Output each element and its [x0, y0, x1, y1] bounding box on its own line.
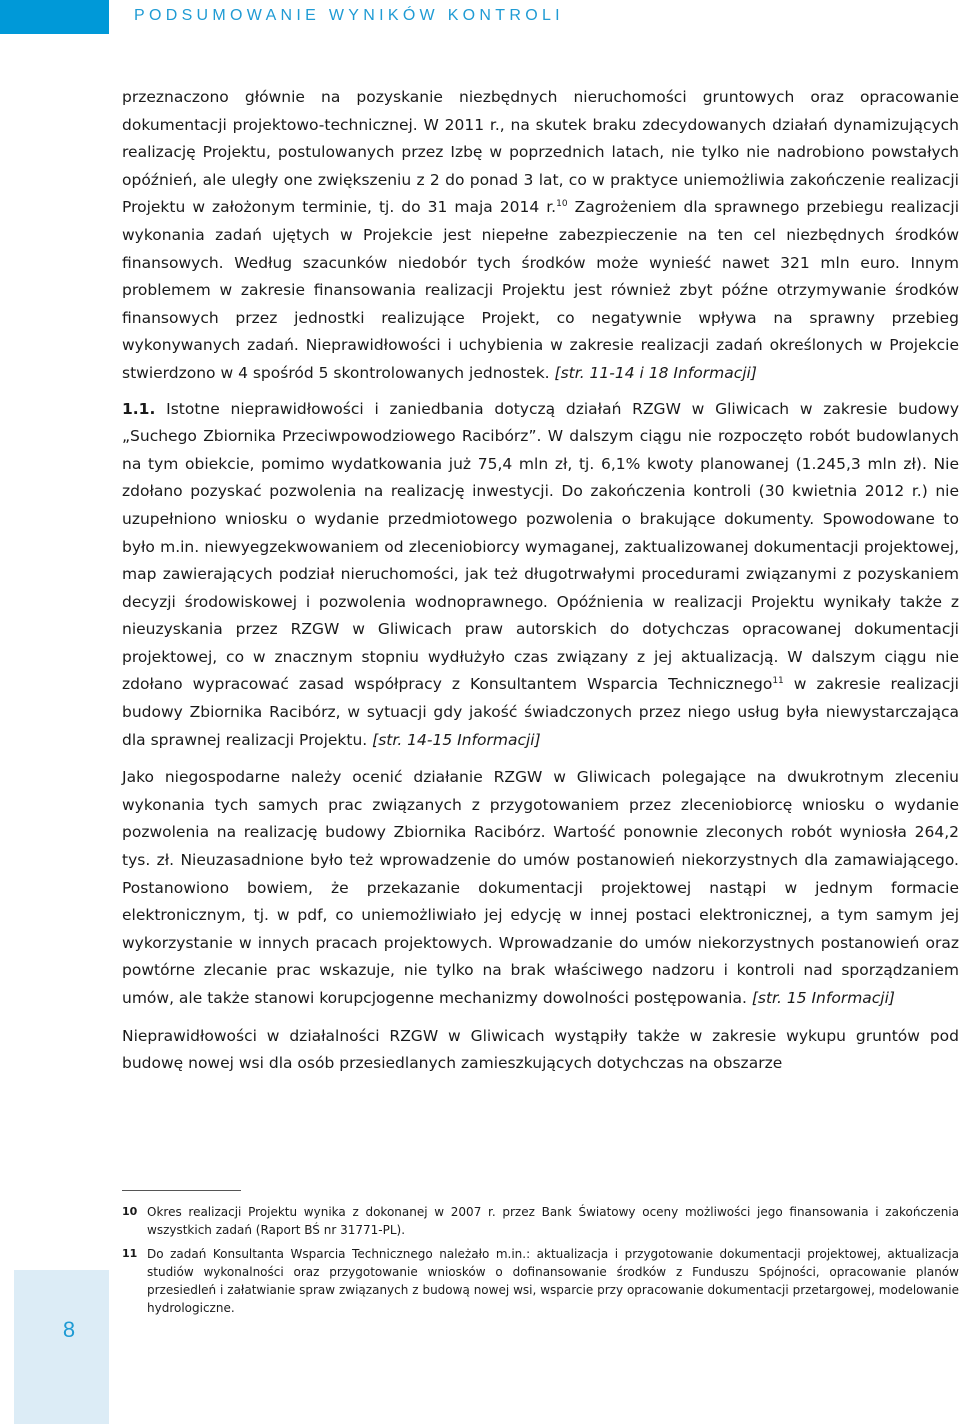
main-text — [122, 84, 959, 1078]
info-reference: [str. 14-15 Informacji] — [372, 730, 541, 749]
page-number-box — [14, 1270, 109, 1424]
section-number: 1.1. — [122, 399, 156, 418]
footnote-number: 10 — [122, 1205, 138, 1218]
footnote-divider — [122, 1190, 241, 1191]
footnote-10 — [122, 1203, 959, 1239]
footnote-text: Do zadań Konsultanta Wsparcia Technicznego należało m.in.: aktualizacja i przygotowanie dokumentacji projektowej, aktualizacja studiów wykonalności oraz przygotowanie wniosków o dofinansowanie środków z Funduszu Spójności, opracowanie planów przesiedleń i załatwianie spraw związanych z budową nowej wsi, wsparcie przy opracowanie dokumentacji przetargowej, modelowanie hydrologiczne. — [147, 1247, 959, 1315]
footnote-ref-10[interactable]: 10 — [556, 199, 568, 210]
paragraph-3: Jako niegospodarne należy ocenić działanie RZGW w Gliwicach polegające na dwukrotnym zleceniu wykonania tych samych prac związanych z przygotowaniem przez zleceniobiorcę wniosku o wydanie pozwolenia na realizację budowy Zbiornika Racibórz. Wartość ponownie zleconych robót wyniosła 264,2 tys. zł. Nieuzasadnione było też wprowadzenie do umów postanowień niekorzystnych dla zamawiającego. Postanowiono bowiem, że przekazanie dokumentacji projektowej nastąpi w jednym formacie elektronicznym, tj. w pdf, co uniemożliwiało jej edycję w innej postaci elektronicznej, a tym samym jej wykorzystanie w innych pracach projektowych. Wprowadzanie do umów niekorzystnych postanowień oraz powtórne zlecanie prac wskazuje, nie tylko na brak właściwego nadzoru i kontroli nad sporządzaniem umów, ale także stanowi korupcjogenne mechanizmy dowolności postępowania. [str. 15 Informacji] — [122, 768, 959, 1007]
running-header: PODSUMOWANIE WYNIKÓW KONTROLI — [134, 7, 564, 24]
paragraph-1: przeznaczono głównie na pozyskanie niezbędnych nieruchomości gruntowych oraz opracowanie dokumentacji projektowo-technicznej. W 2011 r., na skutek braku zdecydowanych działań dynamizujących realizację Projektu, postulowanych przez Izbę w poprzednich latach, nie tylko nie nadrobiono powstałych opóźnień, ale uległy one zwiększeniu z 2 do ponad 3 lat, co w praktyce uniemożliwia zakończenie realizacji Projektu w założonym terminie, tj. do 31 maja 2014 r.$^{10}$ Zagrożeniem dla sprawnego przebiegu realizacji wykonania zadań ujętych w Projekcie jest niepełne zabezpieczenie na ten cel niezbędnych środków finansowych. Według szacunków niedobór tych środków może wynieść nawet 321 mln euro. Innym problemem w zakresie finansowania realizacji Projektu jest również zbyt późne otrzymywanie środków finansowych przez jednostki realizujące Projekt, co negatywnie wpływa na sprawny przebieg wykonywanych zadań. Nieprawidłowości i uchybienia w zakresie realizacji zadań określonych w Projekcie stwierdzono w 4 spośród 5 skontrolowanych jednostek. [str. 11-14 i 18 Informacji] — [122, 88, 960, 382]
paragraph-4: Nieprawidłowości w działalności RZGW w Gliwicach wystąpiły także w zakresie wykupu gruntów pod budowę nowej wsi dla osób przesiedlanych zamieszkujących dotychczas na obszarze — [122, 1026, 959, 1073]
footnotes — [122, 1203, 959, 1323]
paragraph-1-1: 1.1. Istotne nieprawidłowości i zaniedbania dotyczą działań RZGW w Gliwicach w zakresie budowy „Suchego Zbiornika Przeciwpowodziowego Racibórz”. W dalszym ciągu nie rozpoczęto robót budowlanych na tym obiekcie, pomimo wydatkowania już 75,4 mln zł, tj. 6,1% kwoty planowanej (1.245,3 mln zł). Nie zdołano pozyskać pozwolenia na realizację inwestycji. Do zakończenia kontroli (30 kwietnia 2012 r.) nie uzupełniono wniosku o wydanie przedmiotowego pozwolenia o brakujące dokumenty. Spowodowane to było m.in. niewyegzekwowaniem od zleceniobiorcy wymaganej, zaktualizowanej dokumentacji projektowej, map zawierających podział nieruchomości, jak też długotrwałymi procedurami związanymi z pozyskaniem decyzji środowiskowej i pozwolenia wodnoprawnego. Opóźnienia w realizacji Projektu wynikały także z nieuzyskania przez RZGW w Gliwicach praw autorskich do dotychczas opracowanej dokumentacji projektowej, co w znacznym stopniu wydłużyło czas związany z jej aktualizacją. W dalszym ciągu nie zdołano wypracować zasad współpracy z Konsultantem Wsparcia Technicznego$^{11}$ w zakresie realizacji budowy Zbiornika Racibórz, w sytuacji gdy jakość świadczonych przez niego usług była niewystarczająca dla sprawnej realizacji Projektu. [str. 14-15 Informacji] — [122, 399, 959, 749]
footnote-11 — [122, 1245, 959, 1317]
footnote-ref-11[interactable]: 11 — [772, 676, 784, 687]
footnote-text: Okres realizacji Projektu wynika z dokonanej w 2007 r. przez Bank Światowy oceny możliwości jego finansowania i zakończenia wszystkich zadań (Raport BŚ nr 31771-PL). — [147, 1205, 959, 1237]
header-accent-bar — [0, 0, 109, 34]
info-reference: [str. 15 Informacji] — [751, 989, 895, 1007]
footnote-number: 11 — [122, 1247, 138, 1260]
page-number: 8 — [62, 1317, 76, 1342]
info-reference: [str. 11-14 i 18 Informacji] — [554, 363, 757, 382]
